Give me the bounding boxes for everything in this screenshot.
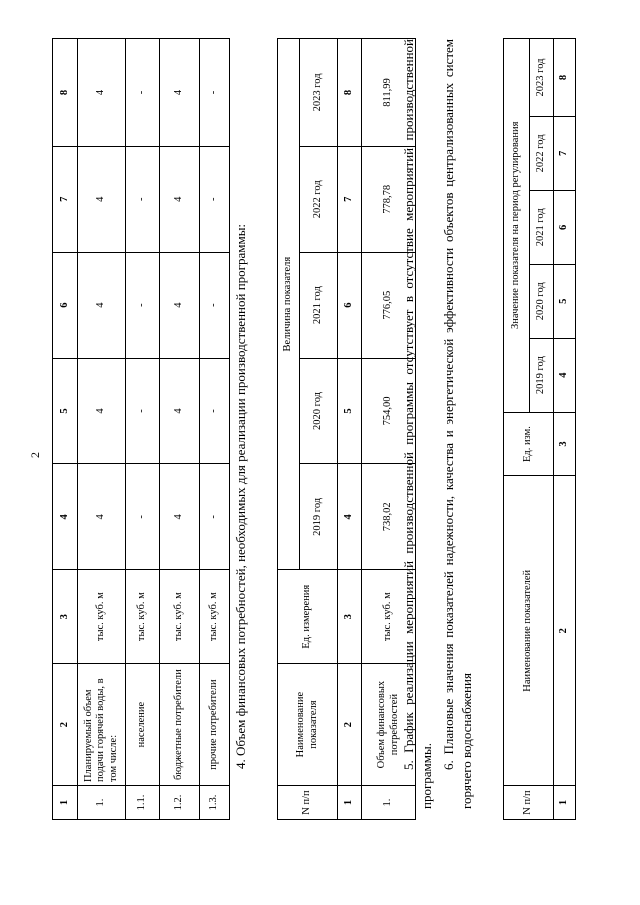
row-value: 754,00 xyxy=(362,358,416,464)
row-value: 4 xyxy=(160,146,200,252)
row-value: - xyxy=(200,464,230,570)
table-header-row xyxy=(504,39,530,820)
header-name: Наименование показателей xyxy=(504,476,554,786)
number-cell: 8 xyxy=(338,39,362,147)
number-cell: 7 xyxy=(338,146,362,252)
row-value: 4 xyxy=(160,464,200,570)
hot-water-volume-table xyxy=(52,38,230,820)
header-cell: 2 xyxy=(53,664,78,786)
row-unit: тыс. куб. м xyxy=(160,570,200,664)
row-value: - xyxy=(126,39,160,147)
section-6-paragraph: 6. Плановые значения показателей надежности, качества и энергетической эффективности объектов централизованных систем горячего водоснабжения xyxy=(441,39,474,809)
year-cell: 2020 год xyxy=(300,358,338,464)
row-value: 4 xyxy=(78,146,126,252)
row-unit: тыс. куб. м xyxy=(126,570,160,664)
reliability-indicators-table xyxy=(503,38,576,820)
financial-needs-table xyxy=(277,38,416,820)
row-value: - xyxy=(200,146,230,252)
year-cell: 2022 год xyxy=(530,116,554,190)
number-cell: 7 xyxy=(554,116,576,190)
row-value: - xyxy=(200,39,230,147)
row-value: 738,02 xyxy=(362,464,416,570)
row-value: 778,78 xyxy=(362,146,416,252)
row-number: 1. xyxy=(362,786,416,820)
header-no: N п/п xyxy=(504,786,554,820)
year-cell: 2021 год xyxy=(300,252,338,358)
table-number-row xyxy=(554,39,576,820)
row-value: 4 xyxy=(78,358,126,464)
row-value: 4 xyxy=(78,464,126,570)
row-value: 4 xyxy=(78,39,126,147)
row-value: - xyxy=(126,146,160,252)
row-unit: тыс. куб. м xyxy=(362,570,416,664)
number-cell: 8 xyxy=(554,39,576,117)
year-cell: 2023 год xyxy=(300,39,338,147)
number-cell: 2 xyxy=(338,664,362,786)
year-cell: 2023 год xyxy=(530,39,554,117)
table-number-row xyxy=(338,39,362,820)
number-cell: 4 xyxy=(338,464,362,570)
section-4-heading: 4. Объем финансовых потребностей, необходимых для реализации производственной программы: xyxy=(233,223,248,769)
row-value: - xyxy=(200,358,230,464)
row-name: прочие потребители xyxy=(200,664,230,786)
page-number: 2 xyxy=(28,452,42,458)
header-value: Величина показателя xyxy=(278,39,300,570)
row-number: 1.1. xyxy=(126,786,160,820)
number-cell: 5 xyxy=(338,358,362,464)
header-cell: 8 xyxy=(53,39,78,147)
year-cell: 2021 год xyxy=(530,190,554,264)
number-cell: 5 xyxy=(554,264,576,338)
year-cell: 2022 год xyxy=(300,146,338,252)
row-number: 1. xyxy=(78,786,126,820)
header-no: N п/п xyxy=(278,786,338,820)
row-unit: тыс. куб. м xyxy=(78,570,126,664)
section-5-paragraph: 5. График реализации мероприятий производственной программы отсутствует в отсутствие мероприятий производственной программы. xyxy=(401,39,434,809)
header-unit: Ед. изм. xyxy=(504,412,554,476)
year-cell: 2020 год xyxy=(530,264,554,338)
table-row xyxy=(160,39,200,820)
header-value: Значение показателя на период регулирования xyxy=(504,39,530,413)
row-value: 4 xyxy=(160,252,200,358)
row-value: 4 xyxy=(160,39,200,147)
row-value: - xyxy=(200,252,230,358)
number-cell: 3 xyxy=(338,570,362,664)
row-value: 811,99 xyxy=(362,39,416,147)
header-cell: 7 xyxy=(53,146,78,252)
year-cell: 2019 год xyxy=(530,338,554,412)
row-unit: тыс. куб. м xyxy=(200,570,230,664)
number-cell: 6 xyxy=(554,190,576,264)
row-value: - xyxy=(126,464,160,570)
number-cell: 2 xyxy=(554,476,576,786)
year-cell: 2019 год xyxy=(300,464,338,570)
row-value: 776,05 xyxy=(362,252,416,358)
number-cell: 3 xyxy=(554,412,576,476)
row-name: бюджетные потребители xyxy=(160,664,200,786)
header-cell: 3 xyxy=(53,570,78,664)
header-cell: 6 xyxy=(53,252,78,358)
row-name: Объем финансовых потребностей xyxy=(362,664,416,786)
row-number: 1.2. xyxy=(160,786,200,820)
number-cell: 1 xyxy=(338,786,362,820)
row-value: - xyxy=(126,358,160,464)
table-header-row xyxy=(53,39,78,820)
table-row xyxy=(200,39,230,820)
number-cell: 6 xyxy=(338,252,362,358)
row-value: 4 xyxy=(78,252,126,358)
table-row xyxy=(78,39,126,820)
row-number: 1.3. xyxy=(200,786,230,820)
table-header-row xyxy=(278,39,300,820)
row-name: население xyxy=(126,664,160,786)
header-unit: Ед. измерения xyxy=(278,570,338,664)
row-value: - xyxy=(126,252,160,358)
row-name: Планируемый объем подачи горячей воды, в том числе: xyxy=(78,664,126,786)
header-cell: 5 xyxy=(53,358,78,464)
header-name: Наименование показателя xyxy=(278,664,338,786)
row-value: 4 xyxy=(160,358,200,464)
header-cell: 4 xyxy=(53,464,78,570)
table-row xyxy=(126,39,160,820)
number-cell: 4 xyxy=(554,338,576,412)
header-cell: 1 xyxy=(53,786,78,820)
number-cell: 1 xyxy=(554,786,576,820)
